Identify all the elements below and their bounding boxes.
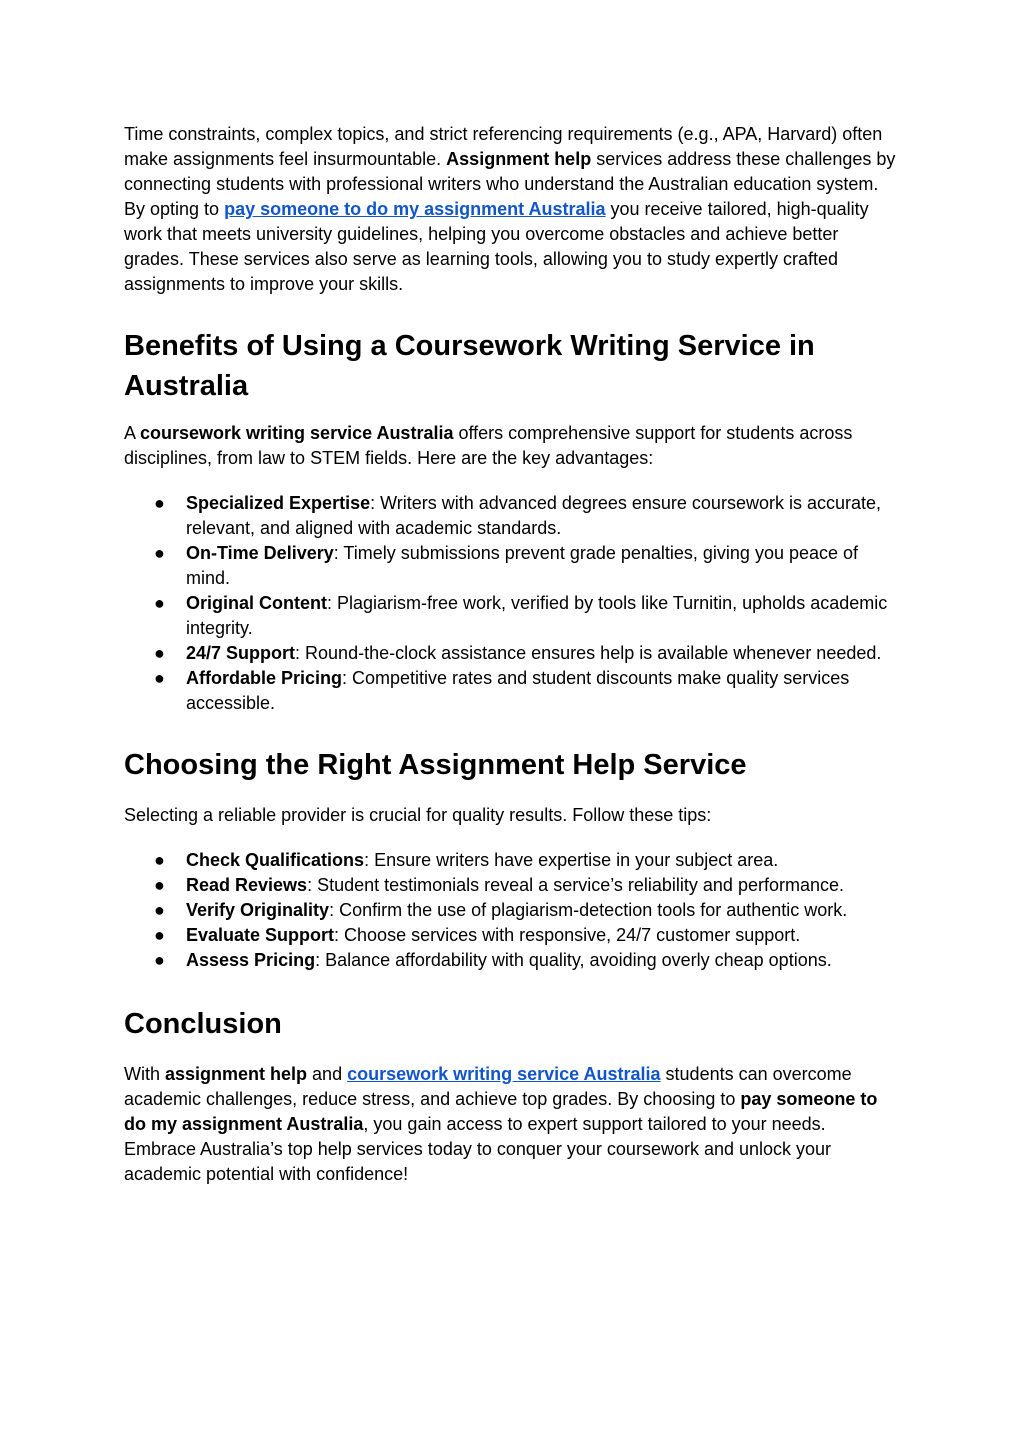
list-item-term: Verify Originality xyxy=(186,900,330,920)
choosing-list xyxy=(124,848,899,973)
list-item xyxy=(124,491,899,541)
list-item xyxy=(124,948,899,973)
bullet-icon: ● xyxy=(154,493,165,513)
coursework-service-link[interactable]: coursework writing service Australia xyxy=(347,1064,661,1084)
list-item-term: Assess Pricing xyxy=(186,950,316,970)
list-item-term: Check Qualifications xyxy=(186,850,365,870)
document-page xyxy=(124,122,899,1187)
bullet-icon: ● xyxy=(154,593,165,613)
conclusion-bold-pay-someone: pay someone to do my assignment Australia xyxy=(124,1089,878,1134)
conclusion-bold-assignment-help: assignment help xyxy=(165,1064,308,1084)
list-item xyxy=(124,898,899,923)
intro-text-3: you receive tailored, high-quality work that meets university guidelines, helping you overcome obstacles and achieve better grades. These services also serve as learning tools, allowing you to study expertly crafted assignments to improve your skills. xyxy=(124,199,869,294)
benefits-list xyxy=(124,491,899,716)
choosing-heading: Choosing the Right Assignment Help Service xyxy=(124,749,747,781)
list-item-text: : Balance affordability with quality, avoiding overly cheap options. xyxy=(315,950,832,970)
list-item-term: 24/7 Support xyxy=(186,643,296,663)
conclusion-text-2: and xyxy=(307,1064,348,1084)
choosing-intro: Selecting a reliable provider is crucial for quality results. Follow these tips: xyxy=(124,805,712,825)
list-item xyxy=(124,591,899,641)
conclusion-text-3: students can overcome academic challenges, reduce stress, and achieve top grades. By choosing to xyxy=(124,1064,852,1109)
benefits-intro-text-1: A xyxy=(124,423,141,443)
list-item-term: Evaluate Support xyxy=(186,925,335,945)
list-item-text: : Writers with advanced degrees ensure coursework is accurate, relevant, and aligned with academic standards. xyxy=(186,493,881,538)
bullet-icon: ● xyxy=(154,668,165,688)
intro-bold-assignment-help: Assignment help xyxy=(446,149,592,169)
bullet-icon: ● xyxy=(154,900,165,920)
list-item xyxy=(124,873,899,898)
benefits-intro-text-2: offers comprehensive support for students across disciplines, from law to STEM fields. Here are the key advantages: xyxy=(124,423,853,468)
bullet-icon: ● xyxy=(154,543,165,563)
intro-text-2: services address these challenges by connecting students with professional writers who understand the Australian education system. By opting to xyxy=(124,149,896,219)
list-item-term: Read Reviews xyxy=(186,875,308,895)
list-item-text: : Round-the-clock assistance ensures help is available whenever needed. xyxy=(295,643,882,663)
benefits-heading: Benefits of Using a Coursework Writing Service in Australia xyxy=(124,330,815,402)
benefits-intro xyxy=(124,421,899,471)
list-item-text: : Student testimonials reveal a service’s reliability and performance. xyxy=(307,875,844,895)
list-item xyxy=(124,541,899,591)
bullet-icon: ● xyxy=(154,950,165,970)
list-item-text: : Confirm the use of plagiarism-detection tools for authentic work. xyxy=(329,900,848,920)
intro-text-1: Time constraints, complex topics, and strict referencing requirements (e.g., APA, Harvard) often make assignments feel insurmountable. xyxy=(124,124,883,169)
bullet-icon: ● xyxy=(154,875,165,895)
conclusion-text-4: , you gain access to expert support tailored to your needs. Embrace Australia’s top help services today to conquer your coursework and unlock your academic potential with confidence! xyxy=(124,1114,832,1184)
list-item-term: Original Content xyxy=(186,593,327,613)
list-item-text: : Plagiarism-free work, verified by tools like Turnitin, upholds academic integrity. xyxy=(186,593,888,638)
conclusion-text-1: With xyxy=(124,1064,166,1084)
bullet-icon: ● xyxy=(154,925,165,945)
pay-someone-link[interactable]: pay someone to do my assignment Australia xyxy=(224,199,606,219)
list-item-text: : Choose services with responsive, 24/7 customer support. xyxy=(334,925,801,945)
list-item-term: On-Time Delivery xyxy=(186,543,334,563)
bullet-icon: ● xyxy=(154,643,165,663)
list-item-term: Specialized Expertise xyxy=(186,493,371,513)
list-item xyxy=(124,641,899,666)
list-item-text: : Competitive rates and student discounts make quality services accessible. xyxy=(186,668,850,713)
list-item xyxy=(124,923,899,948)
list-item xyxy=(124,848,899,873)
list-item-text: : Timely submissions prevent grade penalties, giving you peace of mind. xyxy=(186,543,859,588)
list-item-term: Affordable Pricing xyxy=(186,668,343,688)
conclusion-paragraph xyxy=(124,1062,899,1187)
list-item xyxy=(124,666,899,716)
benefits-intro-bold: coursework writing service Australia xyxy=(140,423,454,443)
intro-paragraph xyxy=(124,122,899,297)
bullet-icon: ● xyxy=(154,850,165,870)
list-item-text: : Ensure writers have expertise in your subject area. xyxy=(364,850,779,870)
conclusion-heading: Conclusion xyxy=(124,1008,282,1040)
